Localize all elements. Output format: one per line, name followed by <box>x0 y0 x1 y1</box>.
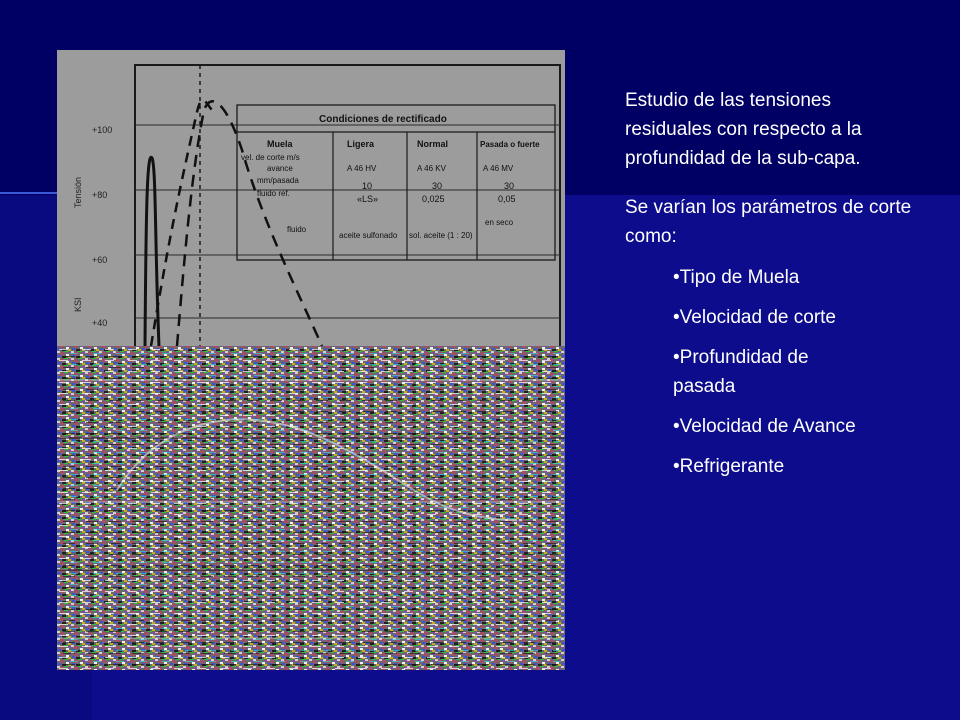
table-cell: «LS» <box>357 194 379 204</box>
table-header: Condiciones de rectificado <box>319 114 447 125</box>
table-cell: sol. aceite (1 : 20) <box>409 231 473 240</box>
column-header: Pasada o fuerte <box>480 140 540 149</box>
intro-paragraph: Estudio de las tensiones residuales con respecto a la profundidad de la sub-capa. <box>625 90 862 169</box>
y-tick-label: +100 <box>92 125 113 135</box>
table-cell: fluido <box>287 225 307 234</box>
table-cell: 0,025 <box>422 194 445 204</box>
table-cell: mm/pasada <box>257 176 299 185</box>
y-tick-label: +80 <box>92 190 108 200</box>
table-cell: 0,05 <box>498 194 516 204</box>
table-cell: en seco <box>485 218 514 227</box>
table-cell: A 46 KV <box>417 164 446 173</box>
table-cell: 30 <box>504 181 515 191</box>
residual-stress-figure <box>57 50 565 670</box>
column-header: Ligera <box>347 139 375 149</box>
list-item: • Velocidad de Avance <box>673 412 863 441</box>
table-cell: aceite sulfonado <box>339 231 398 240</box>
parameters-paragraph: Se varían los parámetros de corte como: <box>625 197 912 247</box>
unit-label: KSI <box>73 297 83 312</box>
table-cell: fluido ref. <box>257 189 290 198</box>
parameter-list <box>673 263 863 481</box>
table-cell: 30 <box>432 181 443 191</box>
y-tick-label: +40 <box>92 318 108 328</box>
table-cell: A 46 MV <box>483 164 514 173</box>
column-header: Normal <box>417 139 449 149</box>
list-item: • Tipo de Muela <box>673 263 863 292</box>
list-item: • Velocidad de corte <box>673 303 863 332</box>
y-tick-label: +60 <box>92 255 108 265</box>
table-cell: vel. de corte m/s <box>241 153 300 162</box>
list-item: • Profundidad de pasada <box>673 343 863 401</box>
y-axis-label: Tensión <box>73 176 83 208</box>
table-cell: avance <box>267 164 293 173</box>
column-header: Muela <box>267 139 293 149</box>
background-accent-line <box>0 192 60 194</box>
table-cell: 10 <box>362 181 373 191</box>
table-cell: A 46 HV <box>347 164 377 173</box>
list-item: • Refrigerante <box>673 452 863 481</box>
text-panel <box>625 86 915 492</box>
figure-photo-area <box>57 50 565 346</box>
